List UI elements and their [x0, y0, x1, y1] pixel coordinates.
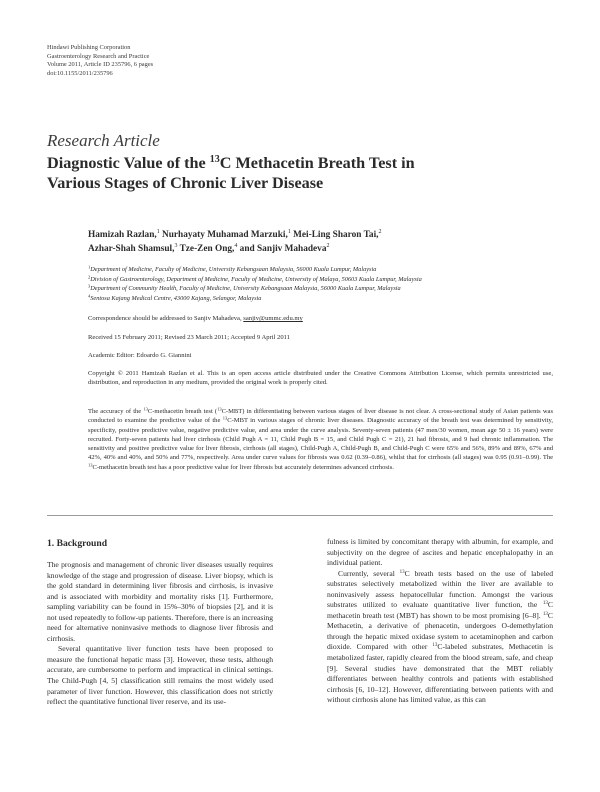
- affiliation-item: [88, 294, 558, 304]
- affiliation-number: 2: [88, 274, 91, 279]
- author-list: [88, 229, 518, 256]
- isotope-superscript: 13: [542, 601, 548, 607]
- affiliation-number: 4: [88, 293, 91, 298]
- abstract: [88, 407, 553, 472]
- body-column-left: [47, 560, 273, 708]
- journal-name: Gastroenterology Research and Practice: [47, 52, 150, 60]
- isotope-superscript: 13: [432, 643, 438, 649]
- author-name: Nurhayaty Muhamad Marzuki,: [159, 230, 288, 240]
- article-dates: Received 15 February 2011; Revised 23 March 2011; Accepted 9 April 2011: [88, 334, 290, 341]
- author-name: Hamizah Razlan,: [88, 230, 157, 240]
- author-name: and Sanjiv Mahadeva: [237, 243, 327, 254]
- author-name: Azhar-Shah Shamsul,: [88, 243, 175, 254]
- isotope-superscript: 13: [88, 462, 93, 467]
- affiliation-item: [88, 284, 558, 294]
- affiliations: [88, 265, 558, 303]
- publisher-name: Hindawi Publishing Corporation: [47, 44, 131, 51]
- affiliation-text: Department of Community Health, Faculty of Medicine, University Kebangsaan Malaysia, 56000 Kuala Lumpur, Malaysia: [90, 285, 401, 292]
- author-name: Tze-Zen Ong,: [177, 243, 235, 254]
- publication-info: [47, 44, 153, 78]
- abstract-text: C-methacetin breath test (: [147, 408, 218, 415]
- author-affil-number: 2: [326, 242, 330, 249]
- author-affil-number: 1: [287, 229, 291, 235]
- body-paragraph: fulness is limited by concomitant therapy with albumin, for example, and subjectivity on the degree of ascites and hepatic encephalopathy in an individual patient.: [327, 537, 553, 568]
- author-affil-number: 3: [174, 242, 178, 249]
- correspondence-email-link[interactable]: sanjiv@ummc.edu.my: [243, 315, 303, 322]
- body-text: C-labeled substrates, Methacetin is metabolized faster, rapidly cleared from the blood stream, safe, and cheap [9]. Several studies have demonstrated that the MBT reliably differentiates between healthy controls and patients with established cirrhosis [6, 10–12]. However, differentiating between patients with and without cirrhosis alone has limited value, as this can: [327, 642, 553, 705]
- affiliation-number: 1: [88, 264, 91, 270]
- title-line-2: Various Stages of Chronic Liver Disease: [47, 174, 324, 192]
- author-affil-number: 4: [234, 242, 238, 249]
- affiliation-item: [88, 265, 558, 275]
- title-part: Diagnostic Value of the: [47, 154, 210, 172]
- author-affil-number: 2: [378, 229, 382, 235]
- author-name: Mei-Ling Sharon Tai,: [290, 230, 379, 240]
- abstract-text: The accuracy of the: [88, 408, 144, 415]
- body-paragraph: [327, 569, 553, 706]
- isotope-superscript: 13: [143, 406, 148, 412]
- title-part: C Methacetin Breath Test in: [219, 154, 415, 172]
- section-divider: [47, 515, 553, 516]
- abstract-text: C-methacetin breath test has a poor predictive value for liver fibrosis but accurately determines advanced cirrhosis.: [92, 463, 394, 471]
- doi-text: doi:10.1155/2011/235796: [47, 69, 113, 77]
- body-paragraph: The prognosis and management of chronic liver diseases usually requires knowledge of the stage and progression of disease. Liver biopsy, which is the gold standard in determining liver fibrosis and cirrhosis, is invasive and is associated with morbidity and mortality risks [1]. Furthermore, sampling variability can be found in 15%–30% of biopsies [2], and it is not used repeatedly to follow-up patients. Therefore, there is an increasing need for alternative noninvasive methods to diagnose liver fibrosis and cirrhosis.: [47, 560, 273, 643]
- title-superscript: 13: [209, 154, 220, 165]
- copyright-notice: Copyright © 2011 Hamizah Razlan et al. This is an open access article distributed under the Creative Commons Attribution License, which permits unrestricted use, distribution, and reproduction in any medium, provided the original work is properly cited.: [88, 370, 553, 386]
- affiliation-text: Sentosa Kajang Medical Centre, 43000 Kajang, Selangor, Malaysia: [90, 294, 262, 302]
- volume-info: Volume 2011, Article ID 235796, 6 pages: [47, 61, 154, 69]
- affiliation-item: [88, 275, 558, 285]
- body-text: C methacetin breath test (MBT) has shown to be most promising [6–8].: [327, 600, 553, 620]
- isotope-superscript: 13: [542, 611, 548, 617]
- affiliation-number: 3: [88, 283, 91, 289]
- author-affil-number: 1: [156, 229, 160, 235]
- article-type: Research Article: [47, 131, 160, 150]
- correspondence: [88, 314, 303, 323]
- affiliation-text: Department of Medicine, Faculty of Medicine, University Kebangsaan Malaysia, 56000 Kuala Lumpur, Malaysia: [90, 266, 377, 273]
- isotope-superscript: 13: [222, 415, 228, 421]
- section-heading: 1. Background: [47, 538, 108, 549]
- abstract-text: C-MBT) in differentiating between various stages of liver disease is not clear. A cross-sectional study of Asian patients was conducted to examine the predictive value of the: [88, 408, 554, 425]
- affiliation-text: Division of Gastroenterology, Department of Medicine, Faculty of Medicine, University of Malaya, 50603 Kuala Lumpur, Malaysia: [90, 275, 422, 283]
- body-text: Currently, several: [338, 568, 400, 578]
- isotope-superscript: 13: [217, 406, 222, 412]
- body-text: C breath tests based on the use of labeled substrates selectively metabolized within the liver are available to noninvasively assess hepatocellular function. Amongst the various substrates utilized to evaluate quantitative liver function, the: [327, 568, 553, 610]
- body-column-right: [327, 537, 553, 706]
- correspondence-text: Correspondence should be addressed to Sanjiv Mahadeva,: [88, 315, 244, 322]
- isotope-superscript: 13: [399, 569, 405, 575]
- abstract-text: C-MBT in various stages of chronic liver diseases. Diagnostic accuracy of the breath test was determined by sensitivity, specificity, positive predictive value, negative predictive value, and area under the curve analysis. Seventy-seven patients (47 men/30 women, mean age 50 ± 16 years) were recruited. Forty-seven patients had liver cirrhosis (Child Pugh A = 11, Child Pugh B = 15, and Child Pugh C = 21), 21 had fibrosis, and 9 had chronic inflammation. The sensitivity and positive predictive value for liver fibrosis, cirrhosis (all stages), Child-Pugh A, Child-Pugh B, and Child-Pugh C were 65% and 56%, 89% and 89%, 67% and 42%, 40% and 40%, and 50% and 77%, respectively. Area under curve values for fibrosis was 0.62 (0.39–0.86), whilst that for cirrhosis (all stages) was 0.95 (0.91–0.99). The: [88, 417, 553, 462]
- article-title: [47, 153, 467, 193]
- body-text: C Methacetin, a derivative of phenacetin, undergoes O-demethylation through the hepatic mixed oxidase system to acetaminophen and carbon dioxide. Compared with other: [327, 610, 553, 652]
- body-paragraph: Several quantitative liver function tests have been proposed to measure the functional hepatic mass [3]. However, these tests, although accurate, are cumbersome to perform and impractical in clinical settings. The Child-Pugh [4, 5] classification still remains the most widely used parameter of liver function. However, this classification does not strictly reflect the quantitative functional liver reserve, and its use-: [47, 644, 273, 707]
- academic-editor: Academic Editor: Edoardo G. Giannini: [88, 352, 192, 359]
